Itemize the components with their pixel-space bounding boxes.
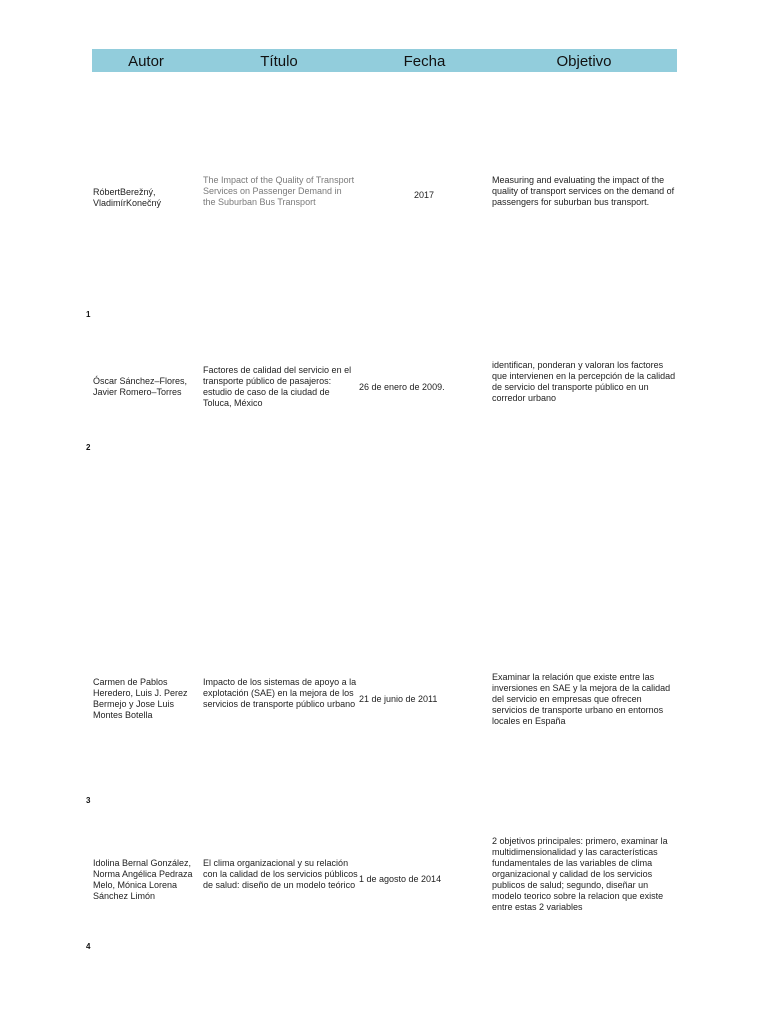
header-objetivo: Objetivo: [556, 53, 612, 70]
row-number: 1: [86, 310, 91, 319]
cell-objetivo: identifican, ponderan y valoran los factores que intervienen en la percepción de la calidad de servicio del transporte público en un corredor urbano: [492, 360, 676, 403]
row-number: 3: [86, 796, 91, 805]
cell-objetivo: Examinar la relación que existe entre las inversiones en SAE y la mejora de la calidad del servicio en empresas que ofrecen servicios de transporte urbano en entornos locales en España: [492, 672, 671, 726]
table-header: [92, 49, 677, 72]
cell-autor: Carmen de Pablos Heredero, Luis J. Perez Bermejo y Jose Luis Montes Botella: [93, 677, 188, 720]
header-fecha: Fecha: [403, 53, 446, 70]
cell-autor: RóbertBerežný, VladimírKonečný: [93, 187, 162, 208]
cell-titulo: El clima organizacional y su relación con la calidad de los servicios públicos de salud: diseño de un modelo teórico: [203, 858, 358, 890]
cell-fecha: 2017: [413, 190, 435, 200]
cell-fecha: 1 de agosto de 2014: [359, 874, 442, 884]
cell-objetivo: 2 objetivos principales: primero, examinar la multidimensionalidad y las características fundamentales de las variables de clima organizacional y calidad de los servicios publicos de salud; segundo, diseñar un modelo teorico sobre la relacion que existe entre estas 2 variables: [492, 836, 668, 912]
cell-titulo: Factores de calidad del servicio en el transporte público de pasajeros: estudio de caso de la ciudad de Toluca, México: [203, 365, 352, 408]
cell-titulo: The Impact of the Quality of Transport Services on Passenger Demand in the Suburban Bus Transport: [203, 175, 355, 207]
cell-fecha: 21 de junio de 2011: [359, 694, 438, 704]
row-number: 4: [86, 942, 91, 951]
row-number: 2: [86, 443, 91, 452]
cell-fecha: 26 de enero de 2009.: [359, 382, 445, 392]
cell-titulo: Impacto de los sistemas de apoyo a la explotación (SAE) en la mejora de los servicios de transporte público urbano: [203, 677, 357, 709]
cell-objetivo: Measuring and evaluating the impact of the quality of transport services on the demand of passengers for suburban bus transport.: [492, 175, 675, 207]
cell-autor: Óscar Sánchez–Flores, Javier Romero–Torres: [93, 376, 188, 397]
cell-autor: Idolina Bernal González, Norma Angélica Pedraza Melo, Mónica Lorena Sánchez Limón: [93, 858, 193, 901]
header-autor: Autor: [128, 53, 164, 70]
header-titulo: Título: [260, 53, 298, 70]
